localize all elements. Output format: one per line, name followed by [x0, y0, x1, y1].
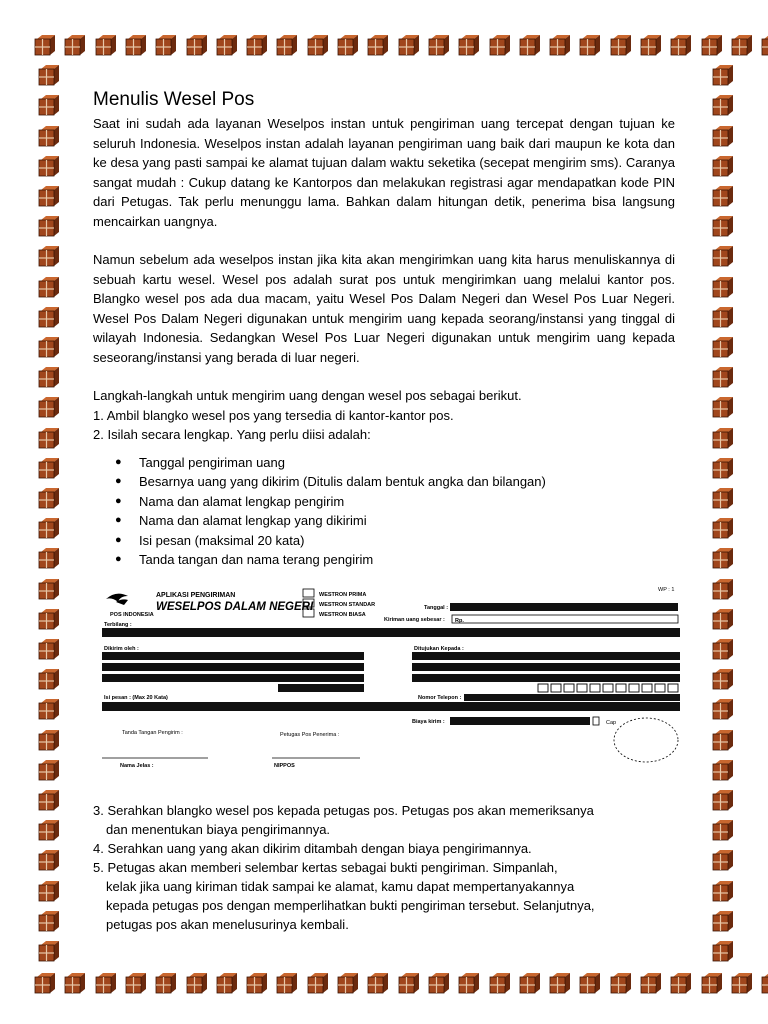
border-box-icon [712, 245, 734, 267]
border-box-icon [38, 396, 60, 418]
steps-intro: Langkah-langkah untuk mengirim uang dengan wesel pos sebagai berikut. [93, 388, 522, 403]
field-nama-label: Nama Jelas : [120, 763, 154, 769]
border-box-icon [712, 940, 734, 962]
form-header-2: WESELPOS DALAM NEGERI [156, 601, 314, 613]
border-box-icon [712, 517, 734, 539]
border-box-icon [276, 34, 298, 56]
option-standar: WESTRON STANDAR [319, 602, 376, 608]
border-box-icon [428, 34, 450, 56]
border-box-icon [38, 729, 60, 751]
border-box-icon [398, 34, 420, 56]
border-box-icon [38, 457, 60, 479]
border-box-icon [712, 880, 734, 902]
list-item: ● Nama dan alamat lengkap pengirim [93, 492, 675, 512]
field-tanggal-label: Tanggal : [424, 605, 449, 611]
border-box-icon [38, 245, 60, 267]
border-box-icon [712, 578, 734, 600]
border-box-icon [38, 64, 60, 86]
border-box-icon [712, 729, 734, 751]
field-terbilang-label: Terbilang : [104, 622, 132, 628]
form-org: POS INDONESIA [110, 612, 154, 618]
border-box-icon [458, 972, 480, 994]
border-box-icon [95, 34, 117, 56]
border-box-icon [186, 972, 208, 994]
field-ditujukan-label: Ditujukan Kepada : [414, 646, 464, 652]
border-box-icon [549, 972, 571, 994]
border-box-icon [38, 94, 60, 116]
border-box-icon [64, 34, 86, 56]
document-body [93, 88, 675, 570]
border-box-icon [712, 698, 734, 720]
field-cap-label: Cap [606, 720, 617, 726]
border-box-icon [34, 972, 56, 994]
border-box-icon [579, 34, 601, 56]
border-box-icon [38, 759, 60, 781]
border-box-icon [307, 972, 329, 994]
list-item: ● Tanda tangan dan nama terang pengirim [93, 550, 675, 570]
border-box-icon [38, 427, 60, 449]
form-code: WP : 1 [658, 587, 675, 593]
step-5-cont-3: petugas pos akan menelusurinya kembali. [106, 917, 349, 932]
border-box-icon [701, 34, 723, 56]
step-5-cont-1: kelak jika uang kiriman tidak sampai ke alamat, kamu dapat mempertanyakannya [106, 879, 575, 894]
list-item: ● Nama dan alamat lengkap yang dikirimi [93, 511, 675, 531]
bullet-icon: ● [115, 514, 122, 526]
border-box-icon [64, 972, 86, 994]
border-box-icon [38, 910, 60, 932]
border-box-icon [640, 972, 662, 994]
border-box-icon [398, 972, 420, 994]
border-box-icon [38, 517, 60, 539]
border-box-icon [38, 306, 60, 328]
border-box-icon [38, 155, 60, 177]
border-box-icon [761, 972, 768, 994]
border-box-icon [731, 34, 753, 56]
step-3-cont: dan menentukan biaya pengirimannya. [106, 822, 331, 837]
border-box-icon [549, 34, 571, 56]
field-kiriman-label: Kiriman uang sebesar : [384, 617, 445, 623]
border-box-icon [712, 215, 734, 237]
bullet-icon: ● [115, 533, 122, 546]
border-box-icon [712, 608, 734, 630]
border-box-icon [38, 185, 60, 207]
border-box-icon [216, 972, 238, 994]
border-box-icon [712, 487, 734, 509]
field-petugas-label: Petugas Pos Penerima : [280, 732, 340, 738]
field-nippos-label: NIPPOS [274, 763, 295, 769]
field-rp-label: Rp. [455, 618, 464, 624]
border-box-icon [216, 34, 238, 56]
border-box-icon [38, 215, 60, 237]
border-box-icon [155, 972, 177, 994]
list-item: ● Besarnya uang yang dikirim (Ditulis dalam bentuk angka dan bilangan) [93, 472, 675, 492]
border-box-icon [38, 940, 60, 962]
field-dikirim-label: Dikirim oleh : [104, 646, 139, 652]
bullet-icon: ● [115, 475, 122, 487]
border-box-icon [307, 34, 329, 56]
border-box-icon [125, 972, 147, 994]
border-box-icon [712, 396, 734, 418]
border-box-icon [38, 366, 60, 388]
border-box-icon [712, 849, 734, 871]
border-box-icon [489, 972, 511, 994]
border-box-icon [38, 125, 60, 147]
border-box-icon [761, 34, 768, 56]
border-box-icon [38, 608, 60, 630]
border-box-icon [276, 972, 298, 994]
border-box-icon [367, 34, 389, 56]
border-box-icon [712, 276, 734, 298]
border-box-icon [489, 34, 511, 56]
border-box-icon [712, 155, 734, 177]
border-box-icon [337, 34, 359, 56]
stamp-circle [614, 718, 678, 762]
border-box-icon [38, 789, 60, 811]
paragraph-wesel-pos: Namun sebelum ada weselpos instan jika kita akan mengirimkan uang kita harus menuliskannya di sebuah kartu wesel. Wesel pos adalah surat pos untuk mengirimkan uang melalui kantor pos. Blangko wesel pos ada dua macam, yaitu Wesel Pos Dalam Negeri dan Wesel Pos Luar Negeri. Wesel Pos Dalam Negeri digunakan untuk mengirim uang kepada seorang/instansi yang tinggal di wilayah Indonesia. Sedangkan Wesel Pos Luar Negeri digunakan untuk mengirim uang kepada seseorang/instansi yang berada di luar negeri. [93, 252, 675, 365]
border-box-icon [428, 972, 450, 994]
border-box-icon [610, 972, 632, 994]
step-1: 1. Ambil blangko wesel pos yang tersedia di kantor-kantor pos. [93, 407, 454, 423]
remaining-steps [93, 801, 675, 934]
border-box-icon [155, 34, 177, 56]
border-box-icon [712, 306, 734, 328]
bullet-icon: ● [115, 455, 122, 468]
border-box-icon [670, 34, 692, 56]
border-box-icon [38, 276, 60, 298]
border-box-icon [38, 578, 60, 600]
border-box-icon [712, 185, 734, 207]
field-biaya-label: Biaya kirim : [412, 719, 445, 725]
border-box-icon [731, 972, 753, 994]
border-box-icon [458, 34, 480, 56]
border-box-icon [670, 972, 692, 994]
option-biasa: WESTRON BIASA [319, 612, 366, 618]
field-telepon-label: Nomor Telepon : [418, 695, 462, 701]
border-box-icon [38, 698, 60, 720]
border-box-icon [38, 819, 60, 841]
border-box-icon [712, 789, 734, 811]
border-box-icon [38, 668, 60, 690]
list-item: ● Tanggal pengiriman uang [93, 453, 675, 473]
border-box-icon [712, 910, 734, 932]
required-fields-list [93, 453, 675, 570]
step-4: 4. Serahkan uang yang akan dikirim ditambah dengan biaya pengirimannya. [93, 841, 532, 856]
border-box-icon [712, 457, 734, 479]
border-box-icon [38, 547, 60, 569]
border-box-icon [519, 34, 541, 56]
border-box-icon [337, 972, 359, 994]
border-box-icon [712, 819, 734, 841]
border-box-icon [712, 336, 734, 358]
step-2: 2. Isilah secara lengkap. Yang perlu diisi adalah: [93, 427, 371, 442]
field-ttd-label: Tanda Tangan Pengirim : [122, 730, 183, 736]
bullet-icon: ● [115, 553, 122, 565]
border-box-icon [712, 668, 734, 690]
wesel-form-image [98, 582, 688, 777]
border-box-icon [125, 34, 147, 56]
step-5-cont-2: kepada petugas pos dengan memperlihatkan bukti pengiriman tersebut. Selanjutnya, [106, 898, 595, 913]
border-box-icon [519, 972, 541, 994]
border-box-icon [712, 94, 734, 116]
border-box-icon [38, 638, 60, 660]
field-isi-pesan-label: Isi pesan : (Max 20 Kata) [104, 695, 168, 701]
border-box-icon [610, 34, 632, 56]
page-title: Menulis Wesel Pos [93, 89, 255, 110]
border-box-icon [640, 34, 662, 56]
step-3: 3. Serahkan blangko wesel pos kepada petugas pos. Petugas pos akan memeriksanya [93, 803, 594, 818]
border-box-icon [712, 759, 734, 781]
border-box-icon [712, 125, 734, 147]
border-box-icon [712, 638, 734, 660]
border-box-icon [34, 34, 56, 56]
border-box-icon [367, 972, 389, 994]
border-box-icon [186, 34, 208, 56]
border-box-icon [246, 34, 268, 56]
border-box-icon [38, 849, 60, 871]
border-box-icon [712, 366, 734, 388]
border-box-icon [712, 547, 734, 569]
border-box-icon [95, 972, 117, 994]
list-item: ● Isi pesan (maksimal 20 kata) [93, 531, 675, 551]
step-5: 5. Petugas akan memberi selembar kertas sebagai bukti pengiriman. Simpanlah, [93, 860, 558, 875]
option-prima: WESTRON PRIMA [319, 592, 367, 598]
border-box-icon [38, 336, 60, 358]
border-box-icon [712, 64, 734, 86]
paragraph-weselpos-instan: Saat ini sudah ada layanan Weselpos instan untuk pengiriman uang tercepat dengan tujuan ke seluruh Indonesia. Weselpos instan adalah layanan pengiriman uang baik dari maupun ke kota dan ke desa yang pasti sampai ke alamat tujuan dalam waktu seketika (secepat mengirim sms). Caranya sangat mudah : Cukup datang ke Kantorpos dan melakukan registrasi agar mendapatkan kode PIN dari Petugas. Tak perlu menunggu lama. Bahkan dalam hitungan detik, penerima bisa langsung mencairkan uangnya. [93, 116, 675, 229]
border-box-icon [246, 972, 268, 994]
form-header-1: APLIKASI PENGIRIMAN [156, 592, 236, 599]
border-box-icon [38, 880, 60, 902]
border-box-icon [712, 427, 734, 449]
border-box-icon [579, 972, 601, 994]
border-box-icon [701, 972, 723, 994]
bullet-icon: ● [115, 494, 122, 507]
border-box-icon [38, 487, 60, 509]
